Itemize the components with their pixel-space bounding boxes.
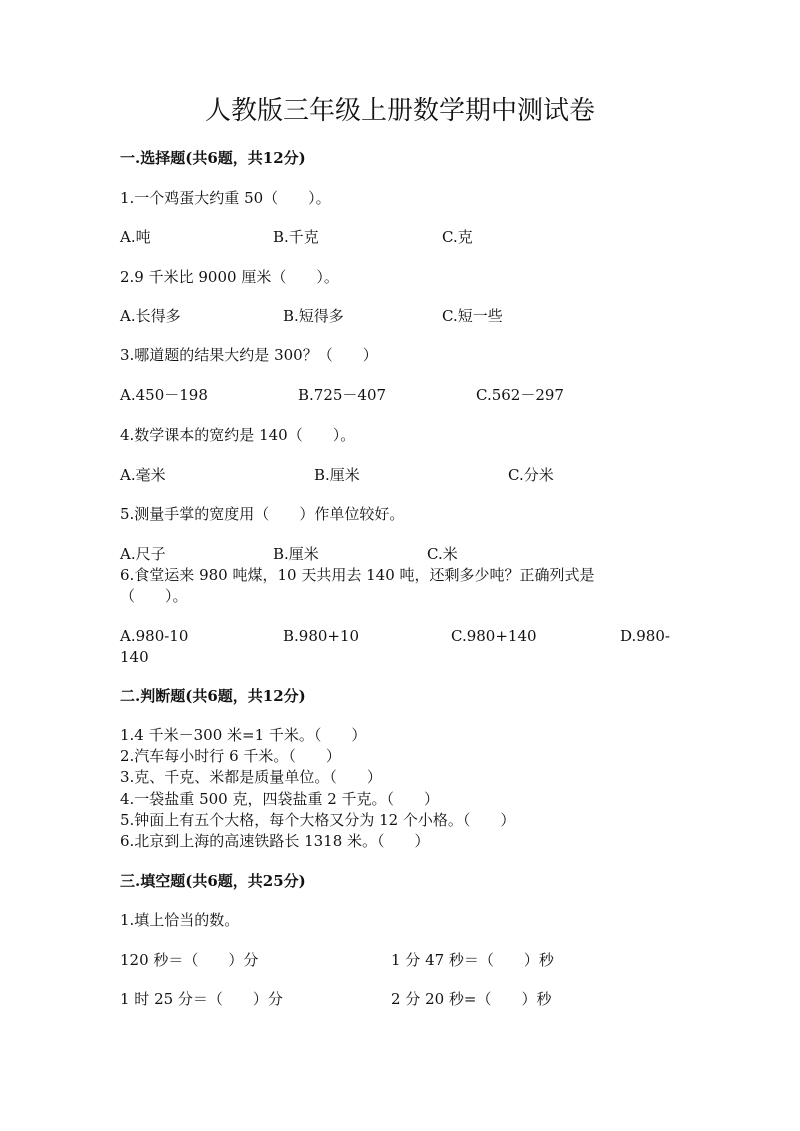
option-a: A.450－198 [120, 386, 208, 404]
fill-blank-item: 120 秒＝（ ）分 [120, 951, 259, 969]
question-stem: 5.测量手掌的宽度用（ ）作单位较好。 [120, 505, 405, 523]
section-heading-judgement: 二.判断题(共6题，共12分) [120, 687, 306, 705]
option-b: B.厘米 [273, 545, 319, 563]
option-c: C.米 [427, 545, 458, 563]
option-b: B.千克 [273, 228, 319, 246]
option-c: C.562－297 [476, 386, 564, 404]
question-stem: 1.一个鸡蛋大约重 50（ ）。 [120, 189, 331, 207]
option-c: C.980+140 [451, 627, 537, 645]
option-b: B.厘米 [314, 466, 360, 484]
option-b: B.短得多 [283, 307, 344, 325]
fill-blank-item: 1 时 25 分＝（ ）分 [120, 990, 283, 1008]
option-a: A.980-10 [120, 627, 189, 645]
option-a: A.吨 [120, 228, 151, 246]
option-a: A.毫米 [120, 466, 166, 484]
question-stem: 2.9 千米比 9000 厘米（ ）。 [120, 268, 339, 286]
judgement-item: 4.一袋盐重 500 克，四袋盐重 2 千克。（ ） [120, 790, 440, 808]
fill-blank-item: 1 分 47 秒＝（ ）秒 [391, 951, 554, 969]
judgement-item: 3.克、千克、米都是质量单位。（ ） [120, 768, 382, 786]
option-c: C.克 [442, 228, 473, 246]
option-d-continued: 140 [120, 648, 149, 666]
judgement-item: 6.北京到上海的高速铁路长 1318 米。（ ） [120, 832, 430, 850]
option-c: C.短一些 [442, 307, 503, 325]
judgement-item: 5.钟面上有五个大格，每个大格又分为 12 个小格。（ ） [120, 811, 516, 829]
option-b: B.725－407 [298, 386, 387, 404]
option-d: D.980- [620, 627, 670, 645]
section-heading-choice: 一.选择题(共6题，共12分) [120, 149, 306, 167]
judgement-item: 2.汽车每小时行 6 千米。（ ） [120, 747, 341, 765]
judgement-item: 1.4 千米－300 米=1 千米。（ ） [120, 726, 367, 744]
option-c: C.分米 [508, 466, 554, 484]
question-stem: 4.数学课本的宽约是 140（ ）。 [120, 426, 356, 444]
question-stem: 3.哪道题的结果大约是 300？（ ） [120, 346, 378, 364]
option-a: A.尺子 [120, 545, 166, 563]
fill-blank-item: 2 分 20 秒=（ ）秒 [391, 990, 552, 1008]
page-title: 人教版三年级上册数学期中测试卷 [204, 96, 595, 126]
option-b: B.980+10 [283, 627, 360, 645]
question-stem: 6.食堂运来 980 吨煤，10 天共用去 140 吨，还剩多少吨？正确列式是 [120, 566, 595, 584]
question-stem-continued: （ ）。 [120, 587, 188, 605]
option-a: A.长得多 [120, 307, 181, 325]
section-heading-fill-blank: 三.填空题(共6题，共25分) [120, 872, 306, 890]
question-stem: 1.填上恰当的数。 [120, 911, 240, 929]
